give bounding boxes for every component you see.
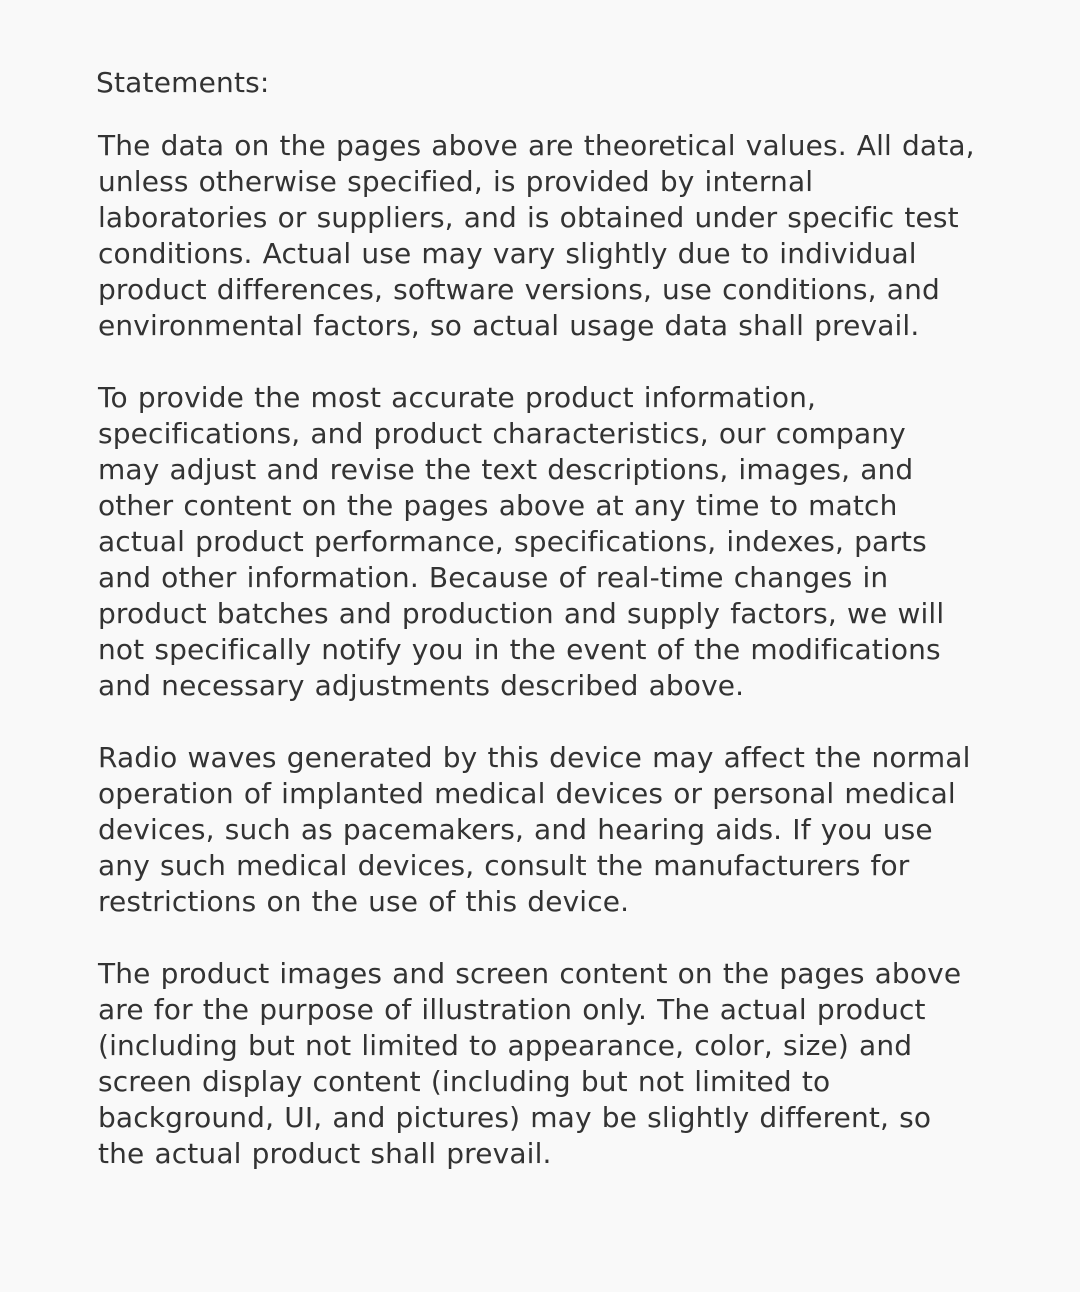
statement-line: are for the purpose of illustration only. The actual product — [98, 993, 926, 1026]
statement-line: operation of implanted medical devices or personal medical — [98, 777, 956, 810]
statement-line: product differences, software versions, use conditions, and — [98, 273, 940, 306]
statement-line: unless otherwise specified, is provided by internal — [98, 165, 814, 198]
statement-line: other content on the pages above at any time to match — [98, 489, 898, 522]
statement-line: the actual product shall prevail. — [98, 1137, 552, 1170]
statement-line: not specifically notify you in the event of the modifications — [98, 633, 941, 666]
statement-line: restrictions on the use of this device. — [98, 885, 630, 918]
statement-paragraph-data-values — [98, 128, 1018, 344]
statement-line: actual product performance, specifications, indexes, parts — [98, 525, 927, 558]
statement-line: conditions. Actual use may vary slightly due to individual — [98, 237, 917, 270]
statement-line: devices, such as pacemakers, and hearing aids. If you use — [98, 813, 933, 846]
statement-line: specifications, and product characteristics, our company — [98, 417, 906, 450]
statement-line: and other information. Because of real-time changes in — [98, 561, 889, 594]
statement-line: environmental factors, so actual usage data shall prevail. — [98, 309, 920, 342]
statement-line: To provide the most accurate product information, — [98, 381, 817, 414]
statement-paragraph-illustration — [98, 956, 1018, 1172]
statements-heading: Statements: — [96, 66, 270, 99]
statement-line: laboratories or suppliers, and is obtained under specific test — [98, 201, 959, 234]
statement-line: any such medical devices, consult the manufacturers for — [98, 849, 910, 882]
statement-paragraph-radio-waves — [98, 740, 1018, 920]
statement-line: The product images and screen content on the pages above — [98, 957, 962, 990]
statement-line: The data on the pages above are theoretical values. All data, — [98, 129, 975, 162]
statement-line: product batches and production and supply factors, we will — [98, 597, 945, 630]
statement-line: and necessary adjustments described above. — [98, 669, 745, 702]
statement-paragraph-product-information — [98, 380, 1018, 704]
statement-line: screen display content (including but not limited to — [98, 1065, 831, 1098]
statement-line: Radio waves generated by this device may affect the normal — [98, 741, 971, 774]
statement-line: may adjust and revise the text descriptions, images, and — [98, 453, 914, 486]
statements-body — [98, 128, 1018, 1208]
statement-line: background, UI, and pictures) may be slightly different, so — [98, 1101, 932, 1134]
statement-line: (including but not limited to appearance, color, size) and — [98, 1029, 913, 1062]
